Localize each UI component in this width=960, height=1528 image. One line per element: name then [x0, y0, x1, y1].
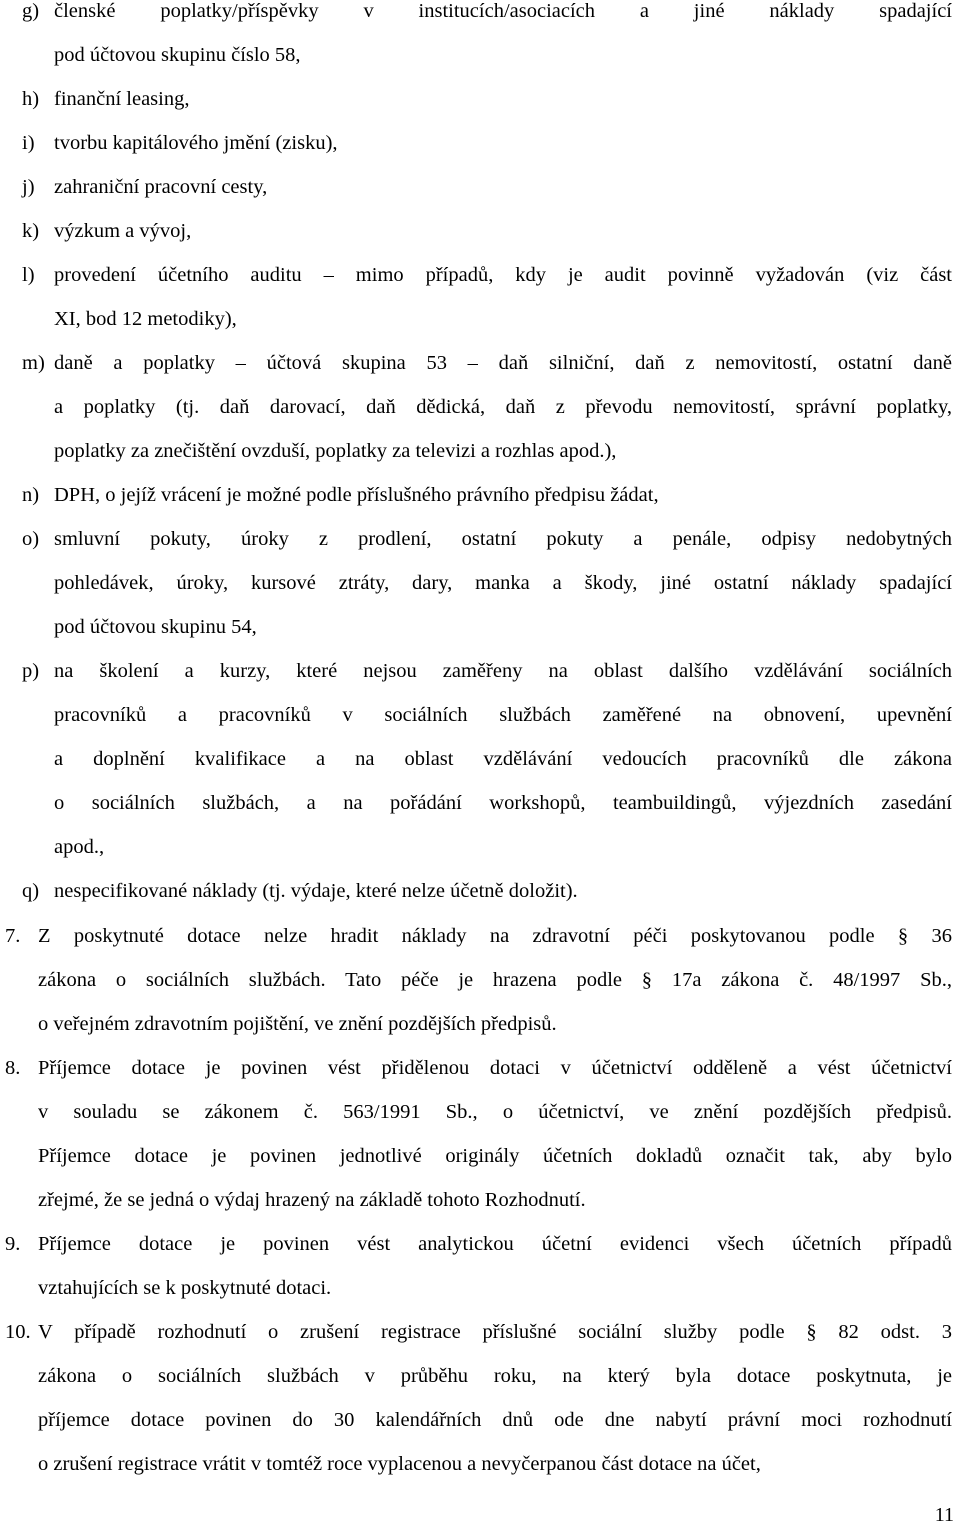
lettered-item [0, 341, 956, 473]
item-text [54, 165, 952, 209]
lettered-item [0, 77, 956, 121]
lettered-item [0, 253, 956, 341]
text-line: a doplnění kvalifikace a na oblast vzdělávání vedoucích pracovníků dle zákona [54, 748, 952, 770]
lettered-item [0, 165, 956, 209]
text-line: v souladu se zákonem č. 563/1991 Sb., o účetnictví, ve znění pozdějších předpisů. [38, 1101, 952, 1123]
text-line: pracovníků a pracovníků v sociálních službách zaměřené na obnovení, upevnění [54, 704, 952, 726]
item-text [38, 1046, 952, 1222]
text-line: apod., [54, 836, 105, 858]
text-line: nespecifikované náklady (tj. výdaje, které nelze účetně doložit). [54, 880, 578, 902]
lettered-item [0, 517, 956, 649]
item-text [54, 649, 952, 869]
text-line: provedení účetního auditu – mimo případů, kdy je audit povinně vyžadován (viz část [54, 264, 952, 286]
item-marker: k) [22, 220, 40, 242]
lettered-item [0, 473, 956, 517]
item-marker: n) [22, 484, 40, 506]
text-line: vztahujících se k poskytnuté dotaci. [38, 1277, 332, 1299]
item-marker: q) [22, 880, 40, 902]
lettered-item [0, 121, 956, 165]
text-line: o sociálních službách, a na pořádání workshopů, teambuildingů, výjezdních zasedání [54, 792, 952, 814]
item-text [38, 914, 952, 1046]
item-marker: m) [22, 352, 45, 374]
text-line: pod účtovou skupinu 54, [54, 616, 257, 638]
item-text [54, 253, 952, 341]
text-line: a poplatky (tj. daň darovací, daň dědická, daň z převodu nemovitostí, správní poplatky, [54, 396, 952, 418]
text-line: Příjemce dotace je povinen vést přidělenou dotaci v účetnictví odděleně a vést účetnictví [38, 1057, 952, 1079]
text-line: Z poskytnuté dotace nelze hradit náklady na zdravotní péči poskytovanou podle § 36 [38, 925, 952, 947]
lettered-item [0, 649, 956, 869]
item-text [54, 517, 952, 649]
text-line: Příjemce dotace je povinen jednotlivé originály účetních dokladů označit tak, aby bylo [38, 1145, 952, 1167]
item-marker: h) [22, 88, 40, 110]
item-text [54, 121, 952, 165]
numbered-item [0, 1222, 956, 1310]
item-marker: 9. [5, 1233, 21, 1255]
item-marker: 7. [5, 925, 21, 947]
lettered-item [0, 209, 956, 253]
numbered-paragraphs [0, 914, 956, 1486]
item-marker: j) [22, 176, 35, 198]
lettered-item [0, 869, 956, 913]
text-line: výzkum a vývoj, [54, 220, 192, 242]
page-number: 11 [934, 1504, 954, 1526]
item-marker: g) [22, 0, 40, 22]
text-line: XI, bod 12 metodiky), [54, 308, 237, 330]
item-text [54, 0, 952, 77]
item-text [54, 341, 952, 473]
text-line: V případě rozhodnutí o zrušení registrace příslušné sociální služby podle § 82 odst. 3 [38, 1321, 952, 1343]
item-text [54, 209, 952, 253]
item-text [54, 869, 952, 913]
text-line: zahraniční pracovní cesty, [54, 176, 268, 198]
lettered-item [0, 0, 956, 77]
text-line: tvorbu kapitálového jmění (zisku), [54, 132, 338, 154]
text-line: zákona o sociálních službách. Tato péče je hrazena podle § 17a zákona č. 48/1997 Sb., [38, 969, 952, 991]
item-marker: p) [22, 660, 40, 682]
text-line: smluvní pokuty, úroky z prodlení, ostatní pokuty a penále, odpisy nedobytných [54, 528, 952, 550]
item-marker: 8. [5, 1057, 21, 1079]
text-line: pod účtovou skupinu číslo 58, [54, 44, 301, 66]
text-line: zákona o sociálních službách v průběhu roku, na který byla dotace poskytnuta, je [38, 1365, 952, 1387]
item-text [38, 1310, 952, 1486]
text-line: DPH, o jejíž vrácení je možné podle příslušného právního předpisu žádat, [54, 484, 659, 506]
item-marker: o) [22, 528, 40, 550]
item-text [54, 473, 952, 517]
text-line: na školení a kurzy, které nejsou zaměřeny na oblast dalšího vzdělávání sociálních [54, 660, 952, 682]
text-line: daně a poplatky – účtová skupina 53 – daň silniční, daň z nemovitostí, ostatní daně [54, 352, 952, 374]
numbered-item [0, 1310, 956, 1486]
text-line: Příjemce dotace je povinen vést analytickou účetní evidenci všech účetních případů [38, 1233, 952, 1255]
item-marker: l) [22, 264, 35, 286]
item-text [54, 77, 952, 121]
text-line: členské poplatky/příspěvky v institucích/asociacích a jiné náklady spadající [54, 0, 952, 22]
text-line: zřejmé, že se jedná o výdaj hrazený na základě tohoto Rozhodnutí. [38, 1189, 586, 1211]
numbered-item [0, 1046, 956, 1222]
text-line: pohledávek, úroky, kursové ztráty, dary, manka a škody, jiné ostatní náklady spadající [54, 572, 952, 594]
text-line: o zrušení registrace vrátit v tomtéž roce vyplacenou a nevyčerpanou část dotace na účet, [38, 1453, 761, 1475]
text-line: příjemce dotace povinen do 30 kalendářních dnů ode dne nabytí právní moci rozhodnutí [38, 1409, 952, 1431]
text-line: finanční leasing, [54, 88, 190, 110]
numbered-item [0, 914, 956, 1046]
item-marker: i) [22, 132, 35, 154]
text-line: o veřejném zdravotním pojištění, ve znění pozdějších předpisů. [38, 1013, 557, 1035]
item-marker: 10. [5, 1321, 31, 1343]
item-text [38, 1222, 952, 1310]
text-line: poplatky za znečištění ovzduší, poplatky za televizi a rozhlas apod.), [54, 440, 617, 462]
